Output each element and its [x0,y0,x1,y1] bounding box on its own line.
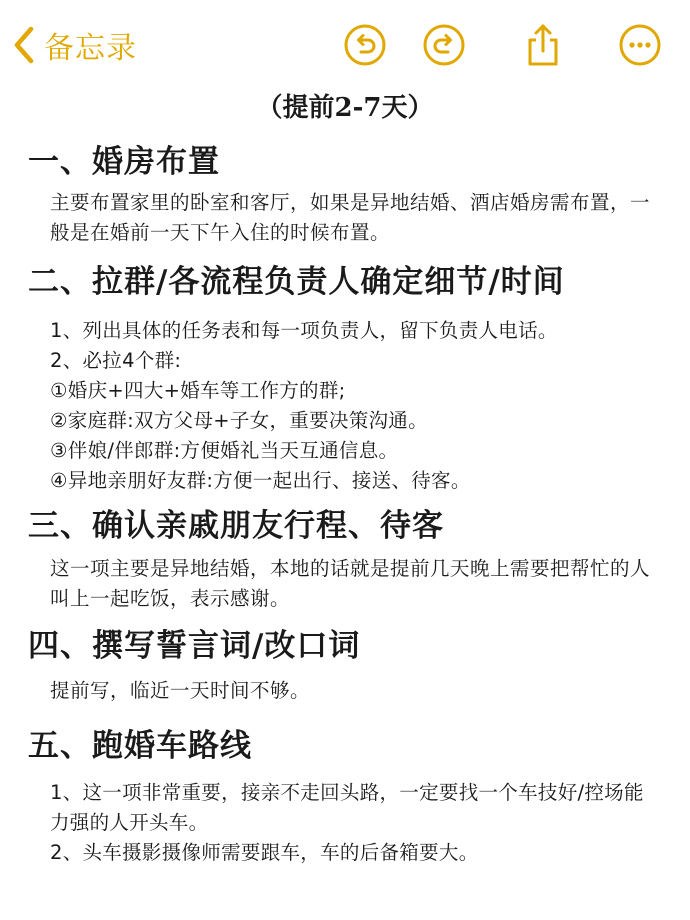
undo-icon [342,22,388,68]
section-3 [0,504,690,614]
redo-icon [421,22,467,68]
list-item: 2、头车摄影摄像师需要跟车，车的后备箱要大。 [50,841,479,864]
back-button[interactable] [12,22,137,68]
list-item: 2、必拉4个群: [50,349,182,372]
section-list [0,778,690,868]
section-heading: 二、拉群/各流程负责人确定细节/时间 [28,264,565,300]
note-body[interactable] [0,80,690,868]
more-button[interactable] [617,22,663,68]
section-heading: 四、撰写誓言词/改口词 [28,628,361,664]
section-heading: 三、确认亲戚朋友行程、待客 [28,508,444,544]
section-1 [0,140,690,248]
section-paragraph: 提前写，临近一天时间不够。 [50,679,311,702]
list-item: ④异地亲朋好友群:方便一起出行、接送、待客。 [50,469,471,492]
list-item: 1、列出具体的任务表和每一项负责人，留下负责人电话。 [50,319,558,342]
share-icon [520,22,566,68]
share-button[interactable] [520,22,566,68]
redo-button[interactable] [421,22,467,68]
section-2 [0,260,690,496]
list-item: 1、这一项非常重要，接亲不走回头路，一定要找一个车技好/控场能力强的人开头车。 [50,781,644,834]
section-heading: 一、婚房布置 [28,144,220,180]
list-item: ①婚庆+四大+婚车等工作方的群; [50,379,346,402]
back-label: 备忘录 [44,31,137,66]
section-5 [0,724,690,868]
chevron-left-icon [12,25,36,65]
section-paragraph: 主要布置家里的卧室和客厅，如果是异地结婚、酒店婚房需布置，一般是在婚前一天下午入住的时候布置。 [50,191,651,244]
undo-button[interactable] [342,22,388,68]
top-toolbar [0,0,690,90]
section-paragraph: 这一项主要是异地结婚，本地的话就是提前几天晚上需要把帮忙的人叫上一起吃饭，表示感谢。 [50,557,651,610]
list-item: ②家庭群:双方父母+子女，重要决策沟通。 [50,409,428,432]
more-icon [617,22,663,68]
section-list [0,316,690,496]
section-heading: 五、跑婚车路线 [28,728,252,764]
note-subtitle: （提前2-7天） [256,93,434,123]
list-item: ③伴娘/伴郎群:方便婚礼当天互通信息。 [50,439,399,462]
section-4 [0,624,690,706]
